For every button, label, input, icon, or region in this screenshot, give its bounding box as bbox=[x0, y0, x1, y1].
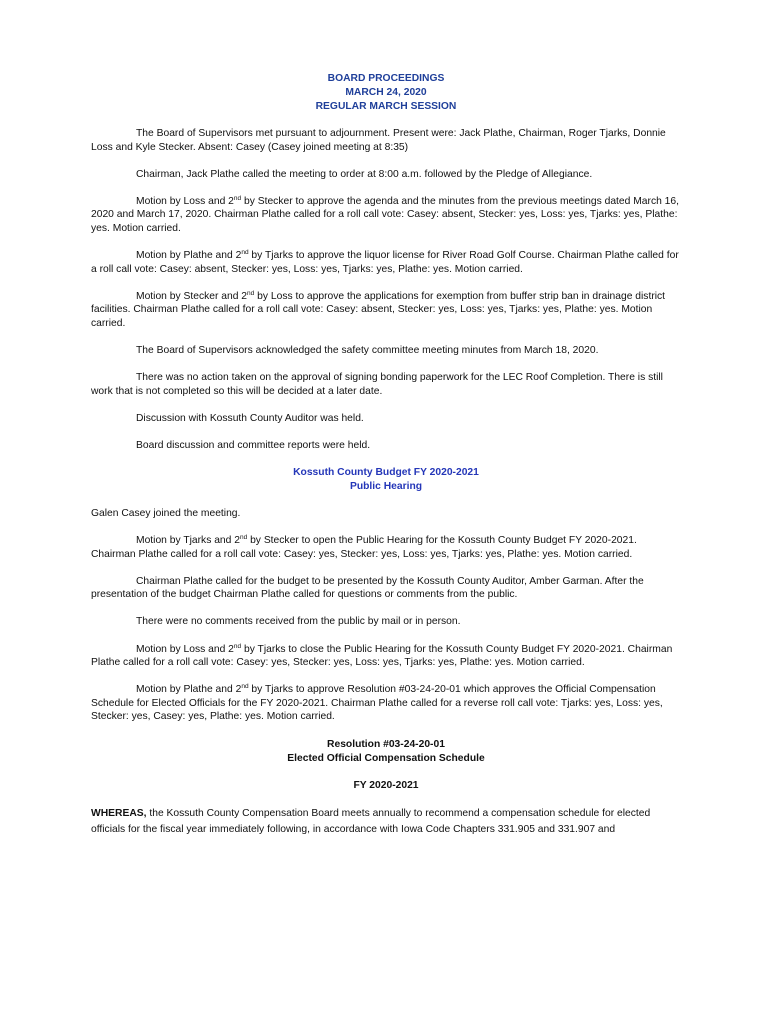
proceedings-session: REGULAR MARCH SESSION bbox=[315, 101, 457, 112]
ordinal-suffix: nd bbox=[241, 249, 249, 257]
resolution-fiscal-year: FY 2020-2021 bbox=[353, 779, 419, 791]
paragraph-auditor-discussion: Discussion with Kossuth County Auditor was held. bbox=[136, 412, 364, 424]
resolution-title: Elected Official Compensation Schedule bbox=[287, 752, 485, 764]
motion-text-rest: by Stecker to approve the agenda and the minutes from the previous meetings dated March 16, 2020 and March 17, 2020. Chairman Plathe called for a roll call vote: Casey: absent, Stecker: yes, Loss: yes, Tjarks: yes, Plathe: yes. Motion carried. bbox=[91, 195, 679, 234]
ordinal-suffix: nd bbox=[233, 642, 242, 650]
budget-title: Kossuth County Budget FY 2020-2021 bbox=[293, 467, 479, 478]
paragraph-whereas bbox=[91, 806, 681, 839]
proceedings-title: BOARD PROCEEDINGS bbox=[327, 73, 445, 84]
motion-text-start: Motion by Plathe and 2 bbox=[136, 250, 242, 262]
paragraph-casey-joined: Galen Casey joined the meeting. bbox=[91, 508, 241, 519]
ordinal-suffix: nd bbox=[233, 194, 242, 202]
motion-text-start: Motion by Loss and 2 bbox=[136, 195, 234, 207]
ordinal-suffix: nd bbox=[239, 534, 248, 542]
ordinal-suffix: nd bbox=[241, 683, 249, 691]
paragraph-motion-open-hearing bbox=[91, 534, 681, 561]
motion-text-rest: by Tjarks to close the Public Hearing for the Kossuth County Budget FY 2020-2021. Chairman Plathe called for a roll call vote: Casey: yes, Stecker: yes, Loss: yes, Tjarks: yes, Plathe: yes. Motion carried. bbox=[91, 643, 673, 669]
paragraph-lec-roof: There was no action taken on the approval of signing bonding paperwork for the LEC Roof Completion. There is still work that is not completed so this will be decided at a later date. bbox=[91, 372, 663, 397]
motion-text-rest: by Loss to approve the applications for exemption from buffer strip ban in drainage district facilities. Chairman Plathe called for a roll call vote: Casey: absent, Stecker: yes, Loss: yes, Tjarks: yes, Plathe: yes. Motion carried. bbox=[91, 290, 666, 329]
paragraph-motion-close-hearing bbox=[91, 643, 681, 670]
whereas-text: the Kossuth County Compensation Board meets annually to recommend a compensation schedule for elected officials for the fiscal year immediately following, in accordance with Iowa Code Chapters 331.905 and 331.907 and bbox=[91, 807, 651, 836]
motion-text-start: Motion by Plathe and 2 bbox=[136, 684, 242, 696]
paragraph-committee-reports: Board discussion and committee reports were held. bbox=[136, 439, 371, 451]
resolution-header bbox=[91, 738, 681, 766]
motion-text-start: Motion by Loss and 2 bbox=[136, 643, 234, 655]
ordinal-suffix: nd bbox=[247, 289, 255, 297]
resolution-number: Resolution #03-24-20-01 bbox=[327, 738, 445, 750]
paragraph-motion-agenda bbox=[91, 195, 681, 236]
whereas-label: WHEREAS, bbox=[91, 807, 147, 819]
paragraph-call-to-order: Chairman, Jack Plathe called the meeting to order at 8:00 a.m. followed by the Pledge of Allegiance. bbox=[136, 168, 593, 180]
motion-text-rest: by Tjarks to approve the liquor license for River Road Golf Course. Chairman Plathe called for a roll call vote: Casey: absent, Stecker: yes, Loss: yes, Tjarks: yes, Plathe: yes. Motion carried. bbox=[91, 250, 679, 275]
proceedings-date: MARCH 24, 2020 bbox=[345, 87, 427, 98]
paragraph-motion-liquor-license bbox=[91, 249, 681, 276]
motion-text-rest: by Tjarks to approve Resolution #03-24-20-01 which approves the Official Compensation Schedule for Elected Officials for the FY 2020-2021. Chairman Plathe called for a reverse roll call vote: Tjarks: yes, Loss: yes, Stecker: yes, Casey: yes, Plathe: yes. Motion carried. bbox=[91, 684, 663, 723]
paragraph-motion-buffer-strip bbox=[91, 290, 681, 331]
paragraph-attendance: The Board of Supervisors met pursuant to adjournment. Present were: Jack Plathe, Chairman, Roger Tjarks, Donnie Loss and Kyle Stecker. Absent: Casey (Casey joined meeting at 8:35) bbox=[91, 128, 666, 153]
paragraph-safety-minutes: The Board of Supervisors acknowledged the safety committee meeting minutes from March 18, 2020. bbox=[136, 345, 599, 357]
paragraph-motion-resolution bbox=[91, 683, 681, 724]
motion-text-rest: by Stecker to open the Public Hearing for the Kossuth County Budget FY 2020-2021. Chairman Plathe called for a roll call vote: Casey: yes, Stecker: yes, Loss: yes, Tjarks: yes, Plathe: yes. Motion carried. bbox=[91, 535, 637, 560]
proceedings-header bbox=[91, 72, 681, 114]
paragraph-budget-presentation: Chairman Plathe called for the budget to be presented by the Kossuth County Auditor, Amber Garman. After the presentation of the budget Chairman Plathe called for questions or comments from the public. bbox=[91, 575, 644, 601]
motion-text-start: Motion by Tjarks and 2 bbox=[136, 535, 240, 547]
budget-section-header bbox=[91, 466, 681, 494]
paragraph-no-comments: There were no comments received from the public by mail or in person. bbox=[136, 616, 461, 628]
budget-subtitle: Public Hearing bbox=[349, 481, 423, 492]
document-body bbox=[91, 72, 681, 852]
motion-text-start: Motion by Stecker and 2 bbox=[136, 290, 248, 302]
